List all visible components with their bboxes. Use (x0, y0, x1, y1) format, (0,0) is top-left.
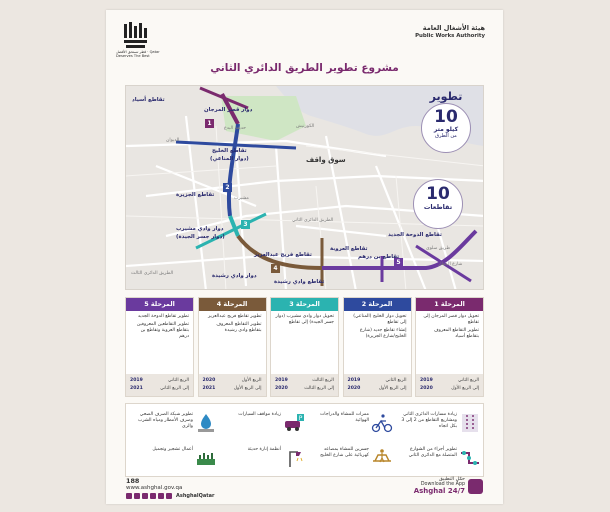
phase-title: المرحلة 2 (344, 298, 411, 311)
label-qasr: دوار قصر المرجان (204, 107, 253, 113)
phase-title: المرحلة 1 (416, 298, 483, 311)
youtube-icon[interactable] (158, 493, 164, 499)
phase-line: إنشاء تقاطع جديد (شارع الخليج/شارع الجزيرة) (359, 328, 407, 339)
infographic-sheet (106, 10, 503, 504)
phone-number[interactable]: 188 (126, 477, 140, 485)
snapchat-icon[interactable] (166, 493, 172, 499)
phase-line: تطوير التقاطعين المعروفين بتقاطع العروبة وتقاطع بن درهم (136, 322, 189, 339)
label-ring: الطريق الدائري الثاني (292, 218, 334, 223)
junctions-unit: تقاطعات (423, 203, 453, 211)
length-stat (415, 90, 477, 160)
phase-end-year: 2021 (130, 386, 143, 391)
phase-end-label: إلى الربع الأول (378, 386, 407, 391)
svg-text:P: P (298, 415, 303, 422)
benefit-text: زيادة مسارات الدائري الثاني ومشاريع التقاطع من 2 إلى 3 بكل اتجاه (401, 412, 457, 429)
label-wadi: تقاطع وادي رشيدة (274, 279, 325, 285)
phase-end-year: 2020 (275, 386, 288, 391)
phase-card-1 (415, 297, 484, 397)
logo-tagline: قطر تستحق الأفضل · Qatar Deserves The Best (116, 50, 160, 58)
label-jaida: (دوار جسر الجيدة) (176, 234, 225, 240)
label-salwa: طريق سلوى (426, 246, 451, 251)
marker-1: 1 (205, 119, 214, 128)
label-diwan: الديوان (166, 138, 180, 143)
benefit-item (305, 441, 393, 475)
phase-start-label: الربع الثاني (168, 378, 189, 383)
drainage-icon (195, 412, 217, 434)
linkedin-icon[interactable] (150, 493, 156, 499)
download-text-ar: حمّل التطبيق (439, 477, 465, 482)
cyclist-icon (371, 412, 393, 434)
authority-name-en: Public Works Authority (415, 33, 485, 39)
phase-end-year: 2020 (347, 386, 361, 391)
phase-start-label: الربع الثالث (312, 378, 334, 383)
phase-card-3 (270, 297, 339, 397)
phase-line: تطوير التقاطع المعروف بتقاطع أسياد (433, 328, 479, 339)
phase-title: المرحلة 3 (271, 298, 338, 311)
phase-end-label: إلى الربع الأول (451, 386, 479, 391)
marker-3: 3 (241, 220, 250, 229)
phase-line: تحويل دوار قصر المرجان إلى تقاطع (423, 314, 479, 325)
authority-name-ar: هيئة الأشغال العامة (422, 24, 485, 32)
phase-card-2 (343, 297, 412, 397)
phase-card-5 (125, 297, 194, 397)
benefit-text: جسرين للمشاة بمصاعد كهربائية على شارع الخليج (320, 447, 369, 458)
benefit-item (305, 406, 393, 440)
lighting-icon (283, 447, 305, 469)
phase-end-label: إلى الربع الأول (233, 386, 262, 391)
page-title: مشروع تطوير الطريق الدائري الثاني (210, 62, 399, 74)
phase-line: تطوير التقاطع المعروف بتقاطع وادي رشيدة (216, 322, 262, 333)
benefit-text: أنظمة إنارة حديثة (247, 447, 281, 452)
length-unit: كيلو متر (433, 126, 459, 133)
phase-end-label: إلى الربع الثاني (160, 386, 189, 391)
label-jazeera: تقاطع الجزيرة (176, 192, 215, 198)
app-icon[interactable] (468, 479, 483, 494)
marker-5: 5 (394, 258, 403, 267)
phase-end-label: إلى الربع الثالث (304, 386, 334, 391)
label-rashida: دوار وادي رشيدة (212, 273, 257, 279)
phase-line: تطوير تقاطع الدوحة الجديد (137, 314, 189, 319)
marker-4: 4 (271, 264, 280, 273)
label-bindirham: تقاطع بن درهم (358, 254, 400, 260)
label-bida: حديقة البدع (224, 126, 246, 131)
pipes-icon (459, 447, 481, 469)
junctions-stat (413, 179, 463, 229)
footer (106, 477, 503, 504)
parking-icon (283, 412, 305, 434)
phase-line: تطوير تقاطع فريج عبدالعزيز (208, 314, 262, 319)
benefit-item (393, 441, 481, 475)
benefit-item (217, 406, 305, 440)
website-link[interactable]: www.ashghal.gov.qa (126, 485, 183, 491)
phase-title: المرحلة 4 (199, 298, 266, 311)
benefit-item (129, 406, 217, 440)
download-text-en: Download the App (420, 482, 465, 487)
label-msheireb: دوار وادي مشيرب (176, 226, 224, 232)
phase-card-4 (198, 297, 267, 397)
social-handle: AshghalQatar (176, 493, 215, 499)
benefit-item (393, 406, 481, 440)
pedestrian-icon (371, 447, 393, 469)
label-corniche: الكورنيش (296, 124, 315, 129)
phase-start-label: الربع الأول (241, 378, 262, 383)
length-number: 10 (434, 107, 458, 127)
phase-start-year: 2019 (130, 378, 143, 383)
phase-start-year: 2019 (347, 378, 361, 383)
project-map (125, 85, 484, 290)
landscape-icon (195, 447, 217, 469)
phase-end-year: 2020 (420, 386, 433, 391)
junctions-number: 10 (426, 184, 450, 204)
label-msh2: مشيرب (234, 196, 249, 201)
phase-end-year: 2021 (202, 386, 216, 391)
benefits-panel (125, 403, 484, 477)
benefit-item (217, 441, 305, 475)
benefit-text: ممرات للمشاة والدراجات الهوائية (319, 412, 369, 423)
label-airport: شارع المطار (438, 262, 463, 267)
label-souq: سوق واقف (306, 156, 346, 164)
label-khalij: تقاطع الخليج (212, 148, 247, 154)
phase-start-year: 2019 (275, 378, 288, 383)
header (106, 10, 503, 62)
label-manai: (دوار المناعي) (210, 156, 249, 162)
social-links (126, 493, 215, 499)
label-arooba: تقاطع العروبة (330, 246, 368, 252)
length-heading: تطوير (429, 90, 463, 103)
benefit-text: تطوير أجزاء من الشوارع المتصلة مع الدائري الثاني (408, 447, 457, 458)
phase-start-year: 2019 (420, 378, 433, 383)
benefit-text: تطوير شبكة الصرف الصحي وصرف الأمطار ومياه الشرب والري (137, 412, 193, 429)
label-ring3: الطريق الدائري الثالث (131, 271, 174, 276)
length-sub: من الطرق (435, 133, 457, 139)
benefit-item (129, 441, 217, 475)
twitter-icon[interactable] (126, 493, 132, 499)
phase-line: تحويل دوار الخليج (المناعي) إلى تقاطع (353, 314, 407, 325)
benefit-text: زيادة مواقف السيارات (238, 412, 281, 417)
lanes-icon (459, 412, 481, 434)
phase-start-year: 2020 (202, 378, 216, 383)
phase-title: المرحلة 5 (126, 298, 193, 311)
label-abdulaziz: تقاطع فريج عبدالعزيز (254, 252, 312, 258)
app-name[interactable]: Ashghal 24/7 (413, 487, 465, 495)
phase-start-label: الربع الثاني (458, 378, 479, 383)
benefit-text: أعمال تشجير وتجميل (152, 447, 193, 452)
marker-2: 2 (223, 183, 232, 192)
label-doha: تقاطع الدوحة الجديد (388, 232, 442, 238)
phase-start-label: الربع الثاني (385, 378, 407, 383)
phase-line: تحويل دوار وادي مشيرب (دوار جسر الجيدة) إلى تقاطع (275, 314, 334, 325)
label-asad: تقاطع أسياد (132, 97, 165, 103)
facebook-icon[interactable] (142, 493, 148, 499)
phases-row (125, 297, 484, 397)
instagram-icon[interactable] (134, 493, 140, 499)
